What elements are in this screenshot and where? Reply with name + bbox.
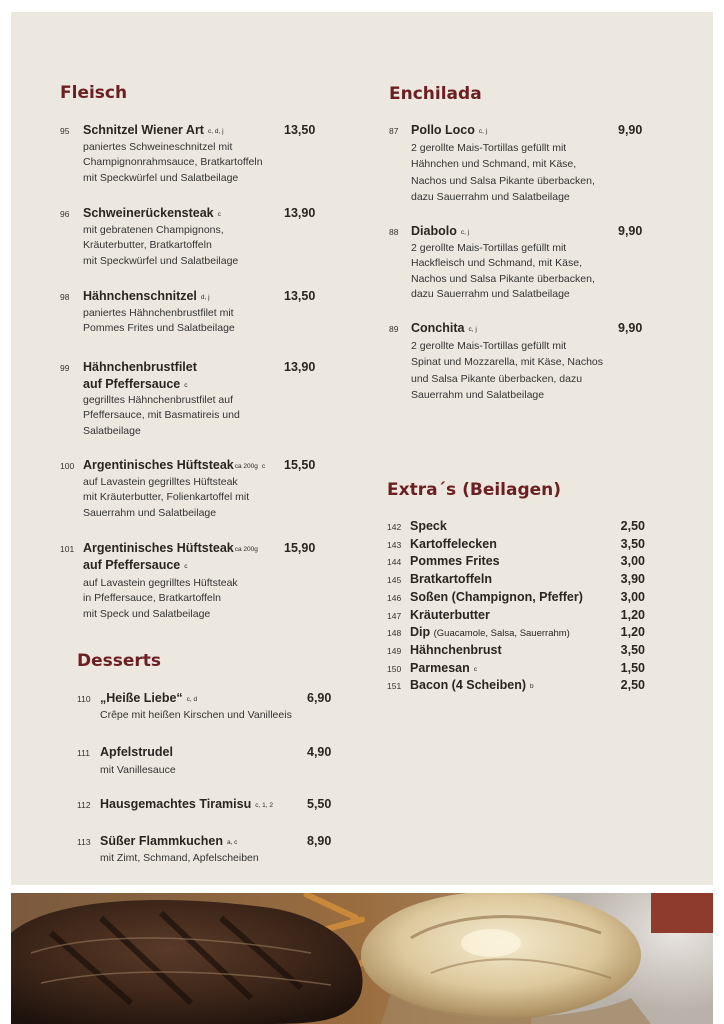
item-allergen: c (473, 665, 478, 673)
item-price: 8,90 (307, 834, 332, 848)
item-name: Bacon (4 Scheiben) $^b$ (410, 678, 534, 693)
item-description: 2 gerollte Mais-Tortillas gefüllt mit Hackfleisch und Schmand, mit Käse, Nachos und Salsa Pikante überbacken, dazu Sauerrahm und Salatbeilage (411, 242, 595, 300)
menu-item-98 (60, 288, 322, 343)
item-number: 95 (60, 126, 70, 136)
extra-item-149 (387, 642, 645, 659)
item-name: Argentinisches Hüftsteak$^{ca 200g}$ (83, 541, 258, 555)
item-number: 147 (387, 610, 402, 621)
extra-item-148 (387, 624, 645, 641)
item-price: 3,50 (620, 536, 645, 551)
menu-item-112 (77, 796, 339, 816)
item-number: 112 (77, 800, 91, 810)
item-name: Schnitzel Wiener Art $^{c, d, j}$ (83, 123, 224, 137)
item-price: 3,90 (620, 572, 645, 587)
item-price: 13,50 (284, 289, 316, 303)
extra-item-146 (387, 589, 645, 606)
menu-item-101 (60, 540, 322, 630)
steak-and-potato-photo (11, 893, 713, 1024)
item-description: gegrilltes Hähnchenbrustfilet auf Pfeffersauce, mit Basmatireis und Salatbeilage (83, 394, 240, 437)
item-description: paniertes Hähnchenbrustfilet mit Pommes Frites und Salatbeilage (83, 307, 235, 335)
item-price: 9,90 (618, 321, 643, 335)
item-price: 9,90 (618, 123, 643, 137)
item-name: Parmesan $^c$ (410, 660, 478, 675)
item-number: 99 (60, 363, 70, 373)
item-name: Hähnchenschnitzel $^{d, j}$ (83, 289, 210, 303)
item-description: auf Lavastein gegrilltes Hüftsteak in Pfeffersauce, Bratkartoffeln mit Speck und Salatbeilage (83, 577, 238, 620)
section-title-extras: Extra´s (Beilagen) (387, 480, 562, 500)
item-price: 5,50 (307, 797, 332, 811)
item-description: paniertes Schweineschnitzel mit Champignonrahmsauce, Bratkartoffeln mit Speckwürfel und Salatbeilage (83, 141, 263, 184)
item-description: mit gebratenen Champignons, Kräuterbutter, Bratkartoffeln mit Speckwürfel und Salatbeilage (83, 224, 239, 267)
extra-item-150 (387, 660, 645, 677)
item-name: Apfelstrudel (100, 745, 173, 759)
extra-item-147 (387, 607, 645, 624)
item-number: 113 (77, 837, 91, 847)
item-name: Bratkartoffeln (410, 572, 492, 587)
section-title-desserts: Desserts (77, 651, 162, 671)
item-number: 111 (77, 748, 90, 758)
item-name: Dip (Guacamole, Salsa, Sauerrahm) (410, 625, 570, 640)
item-price: 13,90 (284, 360, 316, 374)
item-number: 100 (60, 461, 75, 471)
menu-item-110 (77, 690, 339, 730)
item-name: Soßen (Champignon, Pfeffer) (410, 589, 583, 604)
menu-item-99 (60, 359, 322, 444)
item-name: Hausgemachtes Tiramisu $^{c, 1, 2}$ (100, 797, 273, 811)
extra-item-144 (387, 553, 645, 570)
item-number: 98 (60, 292, 70, 302)
photo-illustration (11, 893, 713, 1024)
item-number: 149 (387, 645, 402, 656)
section-title-fleisch: Fleisch (60, 83, 128, 103)
menu-item-87 (389, 122, 649, 207)
item-detail: (Guacamole, Salsa, Sauerrahm) (433, 628, 570, 640)
item-number: 88 (389, 227, 399, 237)
item-price: 6,90 (307, 691, 332, 705)
item-price: 1,50 (620, 660, 645, 675)
item-price: 15,50 (284, 458, 316, 472)
menu-item-88 (389, 223, 649, 308)
item-number: 151 (387, 681, 402, 692)
item-name: Argentinisches Hüftsteak$^{ca 200g}$ $^c$ (83, 458, 266, 472)
menu-item-100 (60, 457, 322, 527)
item-description: 2 gerollte Mais-Tortillas gefüllt mit Hähnchen und Schmand, mit Käse, Nachos und Salsa Pikante überbacken, dazu Sauerrahm und Salatbeilage (411, 142, 595, 203)
item-number: 101 (60, 544, 75, 554)
item-number: 144 (387, 557, 402, 568)
extra-item-151 (387, 677, 645, 694)
item-price: 1,20 (620, 625, 645, 640)
item-price: 3,00 (620, 589, 645, 604)
extra-item-145 (387, 571, 645, 588)
menu-item-111 (77, 744, 339, 784)
item-number: 87 (389, 126, 399, 136)
item-description: mit Zimt, Schmand, Apfelscheiben (100, 852, 259, 864)
item-price: 15,90 (284, 541, 316, 555)
item-number: 150 (387, 663, 402, 674)
item-number: 96 (60, 209, 70, 219)
item-price: 3,00 (620, 554, 645, 569)
item-name: Pollo Loco $^{c, j}$ (411, 123, 488, 137)
item-name: Süßer Flammkuchen $^{a, c}$ (100, 834, 238, 848)
item-price: 1,20 (620, 607, 645, 622)
item-price: 4,90 (307, 745, 332, 759)
item-name: Diabolo $^{c, j}$ (411, 224, 470, 238)
item-name: „Heiße Liebe“ $^{c, d}$ (100, 691, 198, 705)
item-price: 13,50 (284, 123, 316, 137)
item-number: 143 (387, 539, 402, 550)
item-name: Kräuterbutter (410, 607, 490, 622)
menu-item-96 (60, 205, 322, 275)
item-description: mit Vanillesauce (100, 764, 176, 776)
item-number: 148 (387, 628, 402, 639)
menu-item-113 (77, 833, 339, 873)
menu-item-95 (60, 122, 322, 192)
item-description: 2 gerollte Mais-Tortillas gefüllt mit Spinat und Mozzarella, mit Käse, Nachos und Salsa Pikante überbacken, dazu Sauerrahm und Salatbeilage (411, 340, 604, 401)
item-number: 145 (387, 575, 402, 586)
item-number: 142 (387, 522, 402, 532)
item-price: 9,90 (618, 224, 643, 238)
item-number: 89 (389, 324, 399, 334)
item-description: auf Lavastein gegrilltes Hüftsteak mit Kräuterbutter, Folienkartoffel mit Sauerrahm und Salatbeilage (83, 476, 250, 519)
item-number: 110 (77, 694, 91, 704)
item-price: 3,50 (620, 642, 645, 657)
extra-item-142 (387, 518, 645, 535)
item-name-line2: auf Pfeffersauce $^c$ (83, 558, 188, 572)
item-name: Speck (410, 519, 447, 533)
menu-item-89 (389, 320, 649, 405)
item-price: 2,50 (620, 678, 645, 693)
item-name: Conchita $^{c, j}$ (411, 321, 477, 335)
item-name: Hähnchenbrust (410, 642, 502, 657)
extra-item-143 (387, 536, 645, 553)
item-price: 2,50 (620, 519, 645, 533)
item-name: Kartoffelecken (410, 536, 497, 551)
item-name: Hähnchenbrustfilet (83, 360, 197, 374)
item-number: 146 (387, 592, 402, 603)
item-price: 13,90 (284, 206, 316, 220)
item-description: Crêpe mit heißen Kirschen und Vanilleeis (100, 709, 292, 721)
item-allergen: b (530, 683, 534, 691)
item-name-line2: auf Pfeffersauce $^c$ (83, 377, 188, 391)
item-name: Schweinerückensteak $^c$ (83, 206, 221, 220)
item-name: Pommes Frites (410, 554, 500, 569)
section-title-enchilada: Enchilada (389, 84, 482, 104)
